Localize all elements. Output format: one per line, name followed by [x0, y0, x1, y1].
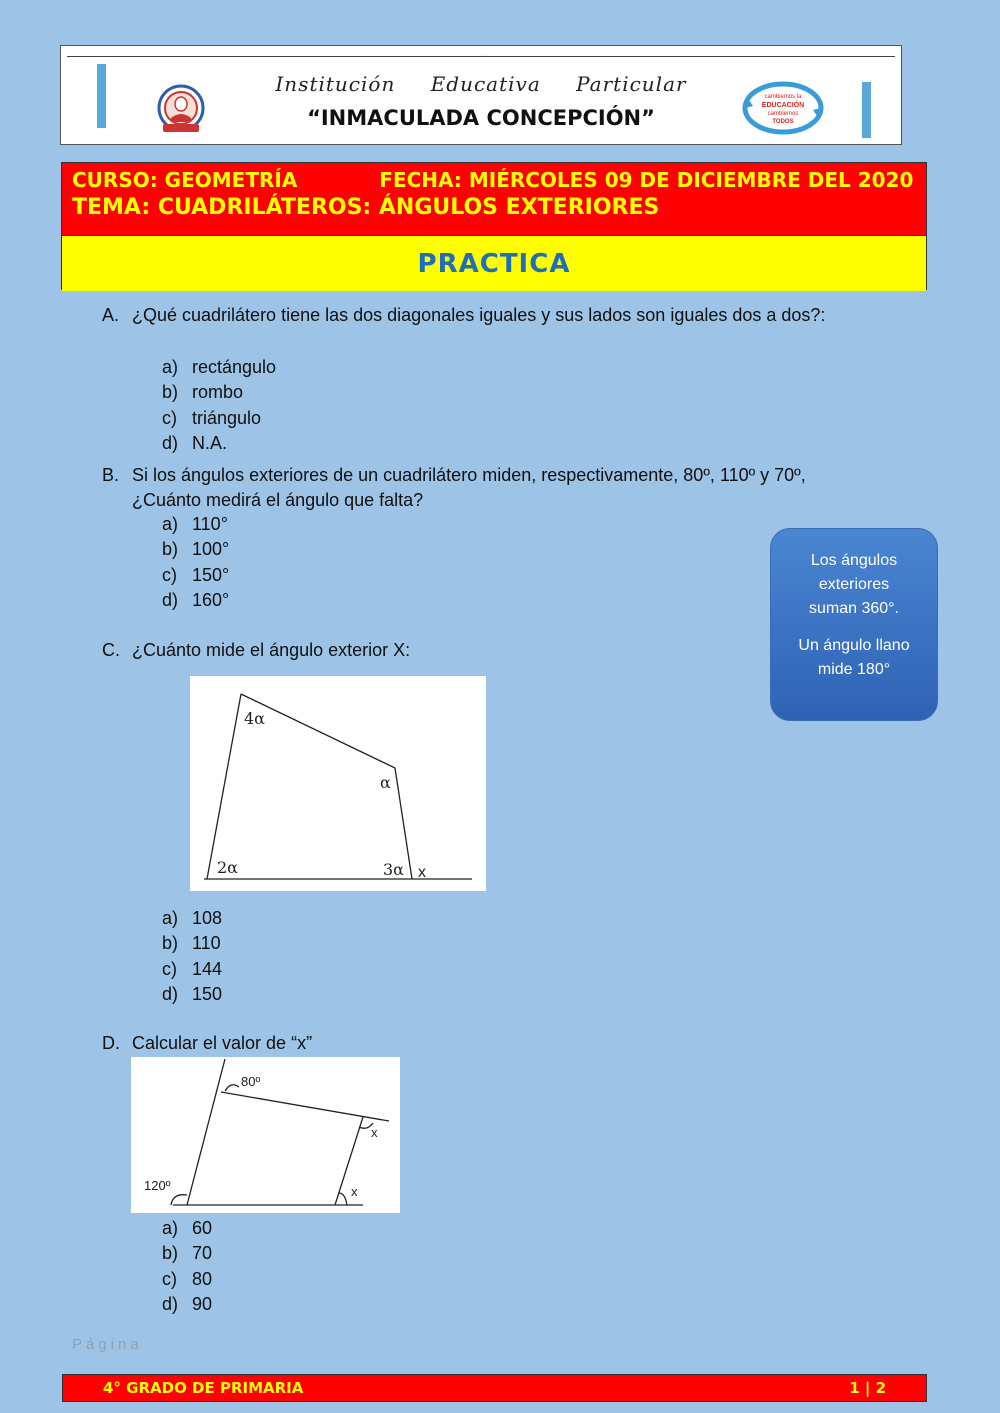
logo-text: TODOS	[772, 119, 794, 125]
hint-text: Un ángulo llano mide 180°	[798, 637, 910, 678]
option-key: d)	[162, 589, 179, 610]
option-key: d)	[162, 432, 179, 453]
option[interactable]	[162, 588, 229, 613]
option-text: 60	[192, 1218, 213, 1238]
question-text: Si los ángulos exteriores de un cuadrilátero miden, respectivamente, 80º, 110º y 70º,	[132, 465, 806, 485]
option-key: a)	[162, 908, 179, 928]
question-d	[102, 1031, 312, 1056]
option-text: 150	[192, 983, 223, 1004]
option-text: 150°	[192, 564, 230, 585]
section-title: PRACTICA	[62, 235, 926, 291]
option-text: 144	[192, 958, 223, 979]
option-text: 80	[192, 1268, 213, 1289]
angle-label: 2α	[217, 858, 238, 877]
side-left	[207, 694, 241, 879]
option[interactable]	[162, 1292, 212, 1317]
side-top-extended	[221, 1092, 389, 1121]
option[interactable]	[162, 1241, 212, 1266]
option-text: 100°	[192, 539, 230, 560]
option[interactable]	[162, 512, 229, 537]
option-text: rombo	[192, 382, 244, 403]
option[interactable]	[162, 380, 276, 405]
question-c-options	[162, 906, 222, 1007]
side-left-extended	[187, 1059, 225, 1205]
question-c	[102, 638, 410, 663]
angle-arc	[339, 1193, 347, 1205]
question-label: C.	[102, 640, 120, 660]
option-key: c)	[162, 564, 177, 585]
option[interactable]	[162, 931, 222, 956]
option[interactable]	[162, 982, 222, 1007]
option-text: 160°	[192, 589, 230, 610]
quadrilateral-c-diagram	[190, 676, 486, 891]
question-b	[102, 463, 806, 513]
angle-label: 120º	[144, 1178, 171, 1193]
footer-bar	[62, 1374, 927, 1402]
option[interactable]	[162, 1216, 212, 1241]
option-key: b)	[162, 933, 179, 954]
angle-arc	[225, 1085, 239, 1091]
question-a	[102, 303, 825, 328]
option-text: triángulo	[192, 407, 262, 428]
page-number: 1 | 2	[849, 1379, 886, 1397]
quadrilateral-d-diagram	[131, 1057, 400, 1213]
grade-label: 4° GRADO DE PRIMARIA	[103, 1379, 304, 1397]
angle-label: x	[351, 1184, 358, 1199]
topic-label: TEMA: CUADRILÁTEROS: ÁNGULOS EXTERIORES	[72, 195, 660, 220]
option-key: a)	[162, 357, 179, 377]
date-label: FECHA: MIÉRCOLES 09 DE DICIEMBRE DEL 2020	[379, 168, 914, 192]
option-key: c)	[162, 1268, 177, 1289]
option-text: 70	[192, 1243, 213, 1264]
course-label: CURSO: GEOMETRÍA	[72, 168, 298, 192]
question-label: D.	[102, 1033, 120, 1053]
option-key: b)	[162, 382, 179, 403]
angle-label: x	[371, 1125, 378, 1140]
question-text: ¿Qué cuadrilátero tiene las dos diagonales iguales y sus lados son iguales dos a dos?:	[132, 305, 826, 325]
letterhead	[60, 45, 902, 145]
exterior-angle-label: x	[418, 864, 426, 881]
question-text: ¿Cuánto mide el ángulo exterior X:	[132, 640, 411, 660]
option[interactable]	[162, 537, 229, 562]
option-text: N.A.	[192, 432, 228, 453]
option-key: b)	[162, 1243, 179, 1264]
course-info-banner	[62, 163, 926, 235]
side-top	[241, 694, 395, 768]
option-text: 90	[192, 1293, 213, 1314]
option-key: a)	[162, 514, 179, 534]
angle-label: 3α	[383, 860, 404, 879]
institution-word: Particular	[576, 72, 687, 96]
option-key: b)	[162, 539, 179, 560]
figure-quadrilateral-d	[131, 1057, 400, 1213]
education-campaign-logo-icon	[741, 80, 825, 136]
angle-arc	[171, 1195, 187, 1205]
figure-quadrilateral-c	[190, 676, 486, 891]
option[interactable]	[162, 1267, 212, 1292]
option-key: c)	[162, 958, 177, 979]
option-text: 110	[192, 933, 221, 954]
option-text: rectángulo	[192, 357, 277, 377]
question-b-options	[162, 512, 229, 613]
angle-label: α	[380, 773, 391, 792]
option-key: a)	[162, 1218, 179, 1238]
logo-text: cambiemos la	[764, 94, 802, 100]
option-text: 110°	[192, 514, 228, 534]
option-key: d)	[162, 1293, 179, 1314]
question-text: Calcular el valor de “x”	[132, 1033, 313, 1053]
angle-label: 80º	[241, 1074, 261, 1089]
logo-text: cambiemos	[767, 111, 799, 117]
question-a-options	[162, 355, 276, 456]
hint-callout	[770, 528, 938, 721]
option[interactable]	[162, 563, 229, 588]
option-key: c)	[162, 407, 177, 428]
logo-text: EDUCACIÓN	[761, 102, 805, 109]
question-label: B.	[102, 465, 120, 485]
option[interactable]	[162, 355, 276, 380]
option-key: d)	[162, 983, 179, 1004]
question-label: A.	[102, 305, 120, 325]
institution-word: Educativa	[430, 72, 541, 96]
school-name: “INMACULADA CONCEPCIÓN”	[307, 106, 655, 130]
question-d-options	[162, 1216, 212, 1317]
page-label: Página	[72, 1336, 143, 1353]
angle-label: 4α	[244, 709, 265, 728]
institution-word: Institución	[275, 72, 396, 96]
option[interactable]	[162, 406, 276, 431]
course-info-box	[61, 162, 927, 290]
option[interactable]	[162, 957, 222, 982]
side-right	[335, 1117, 363, 1205]
option[interactable]	[162, 431, 276, 456]
option[interactable]	[162, 906, 222, 931]
question-text-continued: ¿Cuánto medirá el ángulo que falta?	[132, 490, 424, 510]
letterhead-mark: –	[479, 51, 485, 62]
option-text: 108	[192, 908, 223, 928]
hint-text: Los ángulos exteriores suman 360°.	[808, 552, 899, 617]
